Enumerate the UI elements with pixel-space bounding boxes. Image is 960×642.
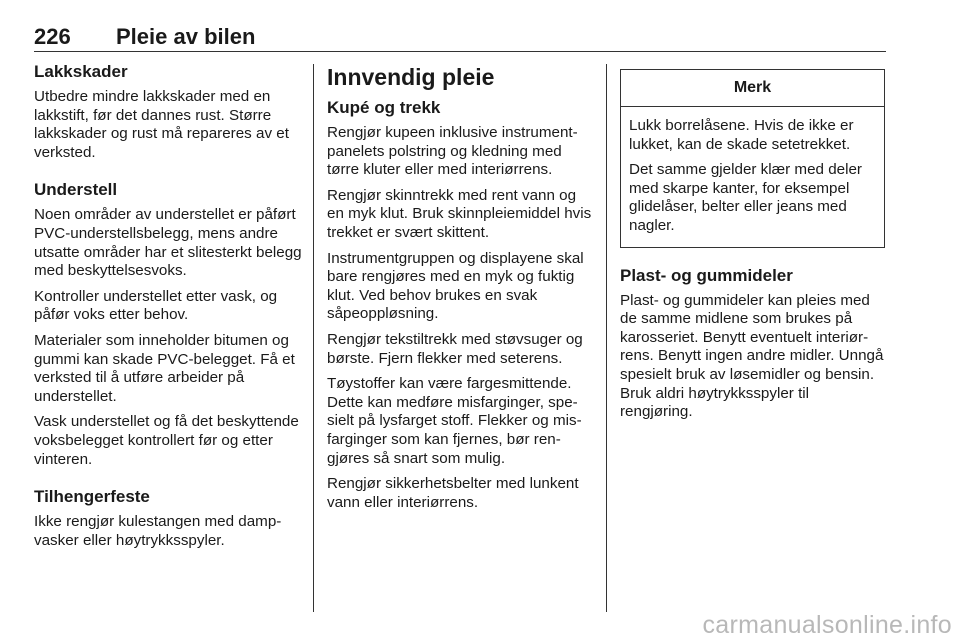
column-rule-2 [606,64,607,612]
header-rule [34,51,886,52]
watermark: carmanualsonline.info [702,611,952,639]
paragraph: Ikke rengjør kulestangen med dampvasker eller høytrykksspyler. [34,513,282,549]
paragraph: Noen områder av understellet er påført PVC-understellsbelegg, mens andre utsatte områder har et slitesterkt belegg med beskyttelsesvoks. [34,206,302,280]
heading-plast-og-gummideler: Plast- og gummideler [620,265,793,285]
note-paragraph: Det samme gjelder klær med deler med skarpe kanter, for eksempel glidelåser, belter eller jeans med nagler. [629,161,862,234]
note-paragraph: Lukk borrelåsene. Hvis de ikke er lukket, kan de skade setetrekket. [629,117,854,153]
heading-understell: Understell [34,180,118,200]
column-right [620,65,885,429]
paragraph: Plast- og gummideler kan pleies med de samme midlene som brukes på karosseriet. Benytt eventuelt interiørrens. Benytt ingen andre midler. Unngå spesielt bruk av løsemidler og bensin. Bruk aldri høytrykksspyler til rengjøring. [620,291,884,421]
column-middle [327,62,595,519]
note-title: Merk [621,70,884,107]
paragraph: Materialer som inneholder bitumen og gummi kan skade PVC-belegget. Få et verksted til å utføre arbeider på understellet. [34,331,295,405]
paragraph: Tøystoffer kan være fargesmittende. Dette kan medføre misfarginger, spesielt på lysfarget stoff. Flekker og misfarginger som kan fjernes, bør rengjøres så snart som mulig. [327,375,582,467]
column-left [34,62,302,557]
paragraph: Rengjør kupeen inklusive instrumentpanelets polstring og kledning med tørre kluter eller med interiørrens. [327,124,578,179]
paragraph: Instrumentgruppen og displayene skal bare rengjøres med en myk og fuktig klut. Ved behov brukes en svak såpeoppløsning. [327,249,584,323]
paragraph: Rengjør tekstiltrekk med støvsuger og børste. Fjern flekker med seterens. [327,330,583,367]
page-header [34,24,884,50]
paragraph: Rengjør sikkerhetsbelter med lunkent vann eller interiørrens. [327,475,579,511]
paragraph: Utbedre mindre lakkskader med en lakkstift, før det dannes rust. Større lakkskader og rust må repareres av et verksted. [34,88,289,161]
note-box [620,69,885,248]
heading-lakkskader: Lakkskader [34,62,128,81]
column-rule-1 [313,64,314,612]
heading-tilhengerfeste: Tilhengerfeste [34,487,150,507]
heading-kupe-og-trekk: Kupé og trekk [327,98,441,117]
chapter-title: Pleie av bilen [116,24,256,49]
paragraph: Kontroller understellet etter vask, og påfør voks etter behov. [34,287,278,324]
paragraph: Rengjør skinntrekk med rent vann og en myk klut. Bruk skinnpleiemiddel hvis trekket er svært skittent. [327,186,592,241]
section-title: Innvendig pleie [327,64,495,90]
note-body [621,107,884,247]
paragraph: Vask understellet og få det beskyttende voksbelegget kontrollert før og etter vinteren. [34,413,299,468]
page-number: 226 [34,24,71,49]
